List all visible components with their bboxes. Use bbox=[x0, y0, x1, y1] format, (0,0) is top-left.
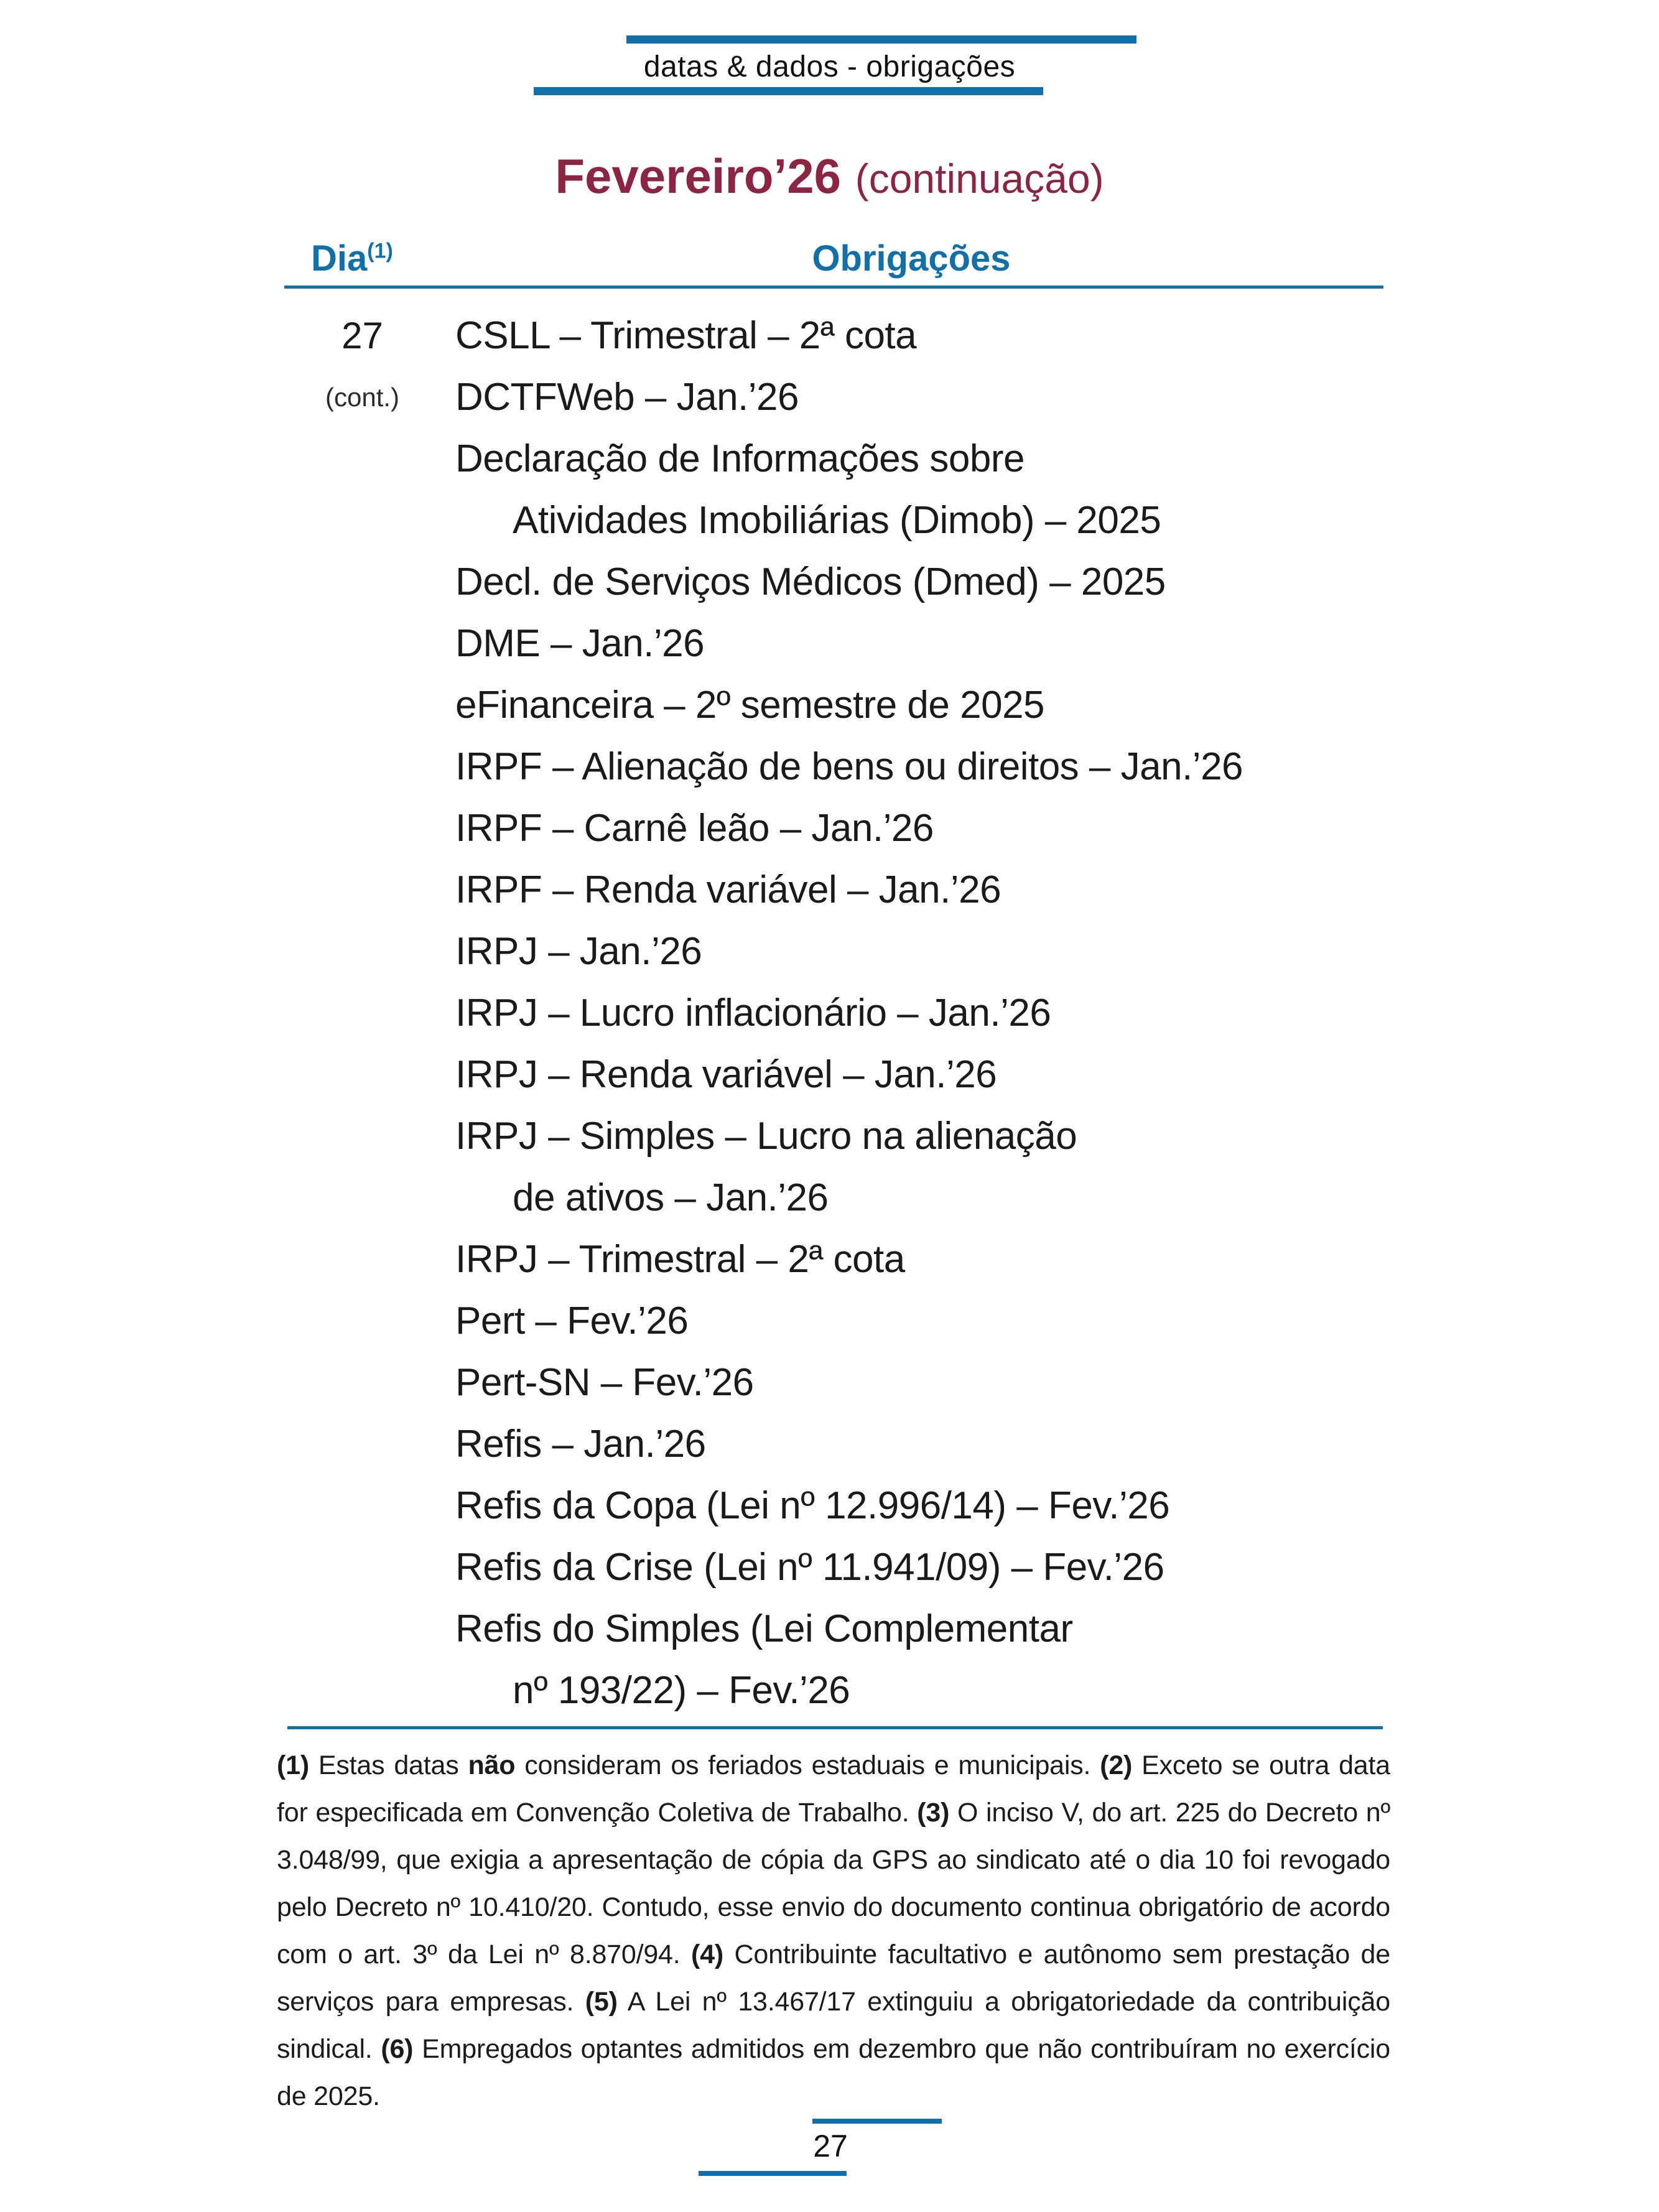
footnote-segment: O inciso V, do art. 225 do Decreto nº 3.048/99, que exigia a apresentação de cópia da GPS ao sindicato até o dia 10 foi revogado pelo Decreto nº 10.410/20. Contudo, esse envio do documento continua obrigatório de acordo com o art. 3º da Lei nº 8.870/94. bbox=[277, 1798, 1390, 1969]
header-rule-top bbox=[626, 35, 1136, 44]
footnote-segment: (1) bbox=[277, 1750, 309, 1780]
obligation-line: IRPF – Renda variável – Jan.’26 bbox=[455, 868, 1001, 911]
page-number: 27 bbox=[813, 2129, 848, 2163]
obligation-line: IRPF – Carnê leão – Jan.’26 bbox=[455, 807, 934, 850]
obligation-line: Decl. de Serviços Médicos (Dmed) – 2025 bbox=[455, 560, 1166, 603]
day-column bbox=[283, 305, 442, 428]
obligation-line: Atividades Imobiliárias (Dimob) – 2025 bbox=[513, 499, 1161, 542]
obligation-line: Declaração de Informações sobre bbox=[455, 437, 1025, 480]
obligation-line: Refis da Copa (Lei nº 12.996/14) – Fev.’26 bbox=[455, 1484, 1170, 1527]
footnote-segment: A Lei nº 13.467/17 extinguiu a obrigatoriedade da contribuição sindical. bbox=[277, 1987, 1390, 2064]
footnote-segment: (5) bbox=[585, 1987, 618, 2017]
obligation-line: Pert-SN – Fev.’26 bbox=[455, 1361, 754, 1404]
footnote-segment: não bbox=[468, 1750, 516, 1780]
footnotes-rule bbox=[287, 1726, 1383, 1729]
obligation-line: CSLL – Trimestral – 2ª cota bbox=[455, 314, 917, 357]
obligation-line: nº 193/22) – Fev.’26 bbox=[513, 1669, 850, 1712]
obligation-line: IRPJ – Lucro inflacionário – Jan.’26 bbox=[455, 992, 1051, 1034]
obligation-line: IRPJ – Jan.’26 bbox=[455, 930, 702, 973]
obligation-line: IRPJ – Trimestral – 2ª cota bbox=[455, 1238, 905, 1281]
month-title: Fevereiro’26 bbox=[555, 149, 841, 203]
header-rule-bottom bbox=[534, 87, 1043, 95]
obligation-line: IRPF – Alienação de bens ou direitos – Jan.’26 bbox=[455, 745, 1243, 788]
obligation-line: eFinanceira – 2º semestre de 2025 bbox=[455, 684, 1045, 727]
footnote-segment: (4) bbox=[691, 1940, 723, 1969]
obligation-line: Pert – Fev.’26 bbox=[455, 1299, 689, 1342]
running-head-label: datas & dados - obrigações bbox=[643, 50, 1016, 83]
footnote-segment: (6) bbox=[381, 2034, 414, 2064]
obligation-line: Refis – Jan.’26 bbox=[455, 1423, 706, 1466]
footnote-segment: (3) bbox=[917, 1798, 950, 1828]
footnote-ref-1: (1) bbox=[367, 239, 393, 263]
page-title bbox=[0, 148, 1659, 205]
day-continuation-note: (cont.) bbox=[325, 383, 400, 412]
footer-rule-bottom bbox=[699, 2171, 847, 2176]
footnotes-paragraph bbox=[277, 1742, 1390, 2120]
day-value: 27 bbox=[342, 315, 383, 356]
obligation-line: de ativos – Jan.’26 bbox=[513, 1176, 829, 1219]
obligation-line: DME – Jan.’26 bbox=[455, 622, 705, 665]
obligation-line: IRPJ – Renda variável – Jan.’26 bbox=[455, 1053, 997, 1096]
continuation-label: (continuação) bbox=[855, 156, 1104, 202]
obligation-line: Refis do Simples (Lei Complementar bbox=[455, 1607, 1073, 1650]
obligation-line: IRPJ – Simples – Lucro na alienação bbox=[455, 1115, 1077, 1158]
footnote-segment: Exceto se outra data for especificada em Convenção Coletiva de Trabalho. bbox=[277, 1750, 1390, 1828]
column-header-obligations: Obrigações bbox=[812, 238, 1011, 279]
obligation-line: Refis da Crise (Lei nº 11.941/09) – Fev.’26 bbox=[455, 1546, 1164, 1589]
obligation-line: DCTFWeb – Jan.’26 bbox=[455, 376, 799, 419]
footnote-segment: Empregados optantes admitidos em dezembro que não contribuíram no exercício de 2025. bbox=[277, 2034, 1390, 2111]
footnote-segment: (2) bbox=[1100, 1750, 1133, 1780]
footnote-segment: Contribuinte facultativo e autônomo sem prestação de serviços para empresas. bbox=[277, 1940, 1390, 2017]
footnote-segment: consideram os feriados estaduais e municipais. bbox=[515, 1750, 1100, 1780]
column-header-day: Dia$^{(1)}$ bbox=[311, 238, 393, 279]
footnote-segment: Estas datas bbox=[309, 1750, 468, 1780]
table-header-rule bbox=[284, 286, 1383, 289]
obligations-column bbox=[455, 305, 1407, 1721]
footer-rule-top bbox=[812, 2119, 942, 2124]
